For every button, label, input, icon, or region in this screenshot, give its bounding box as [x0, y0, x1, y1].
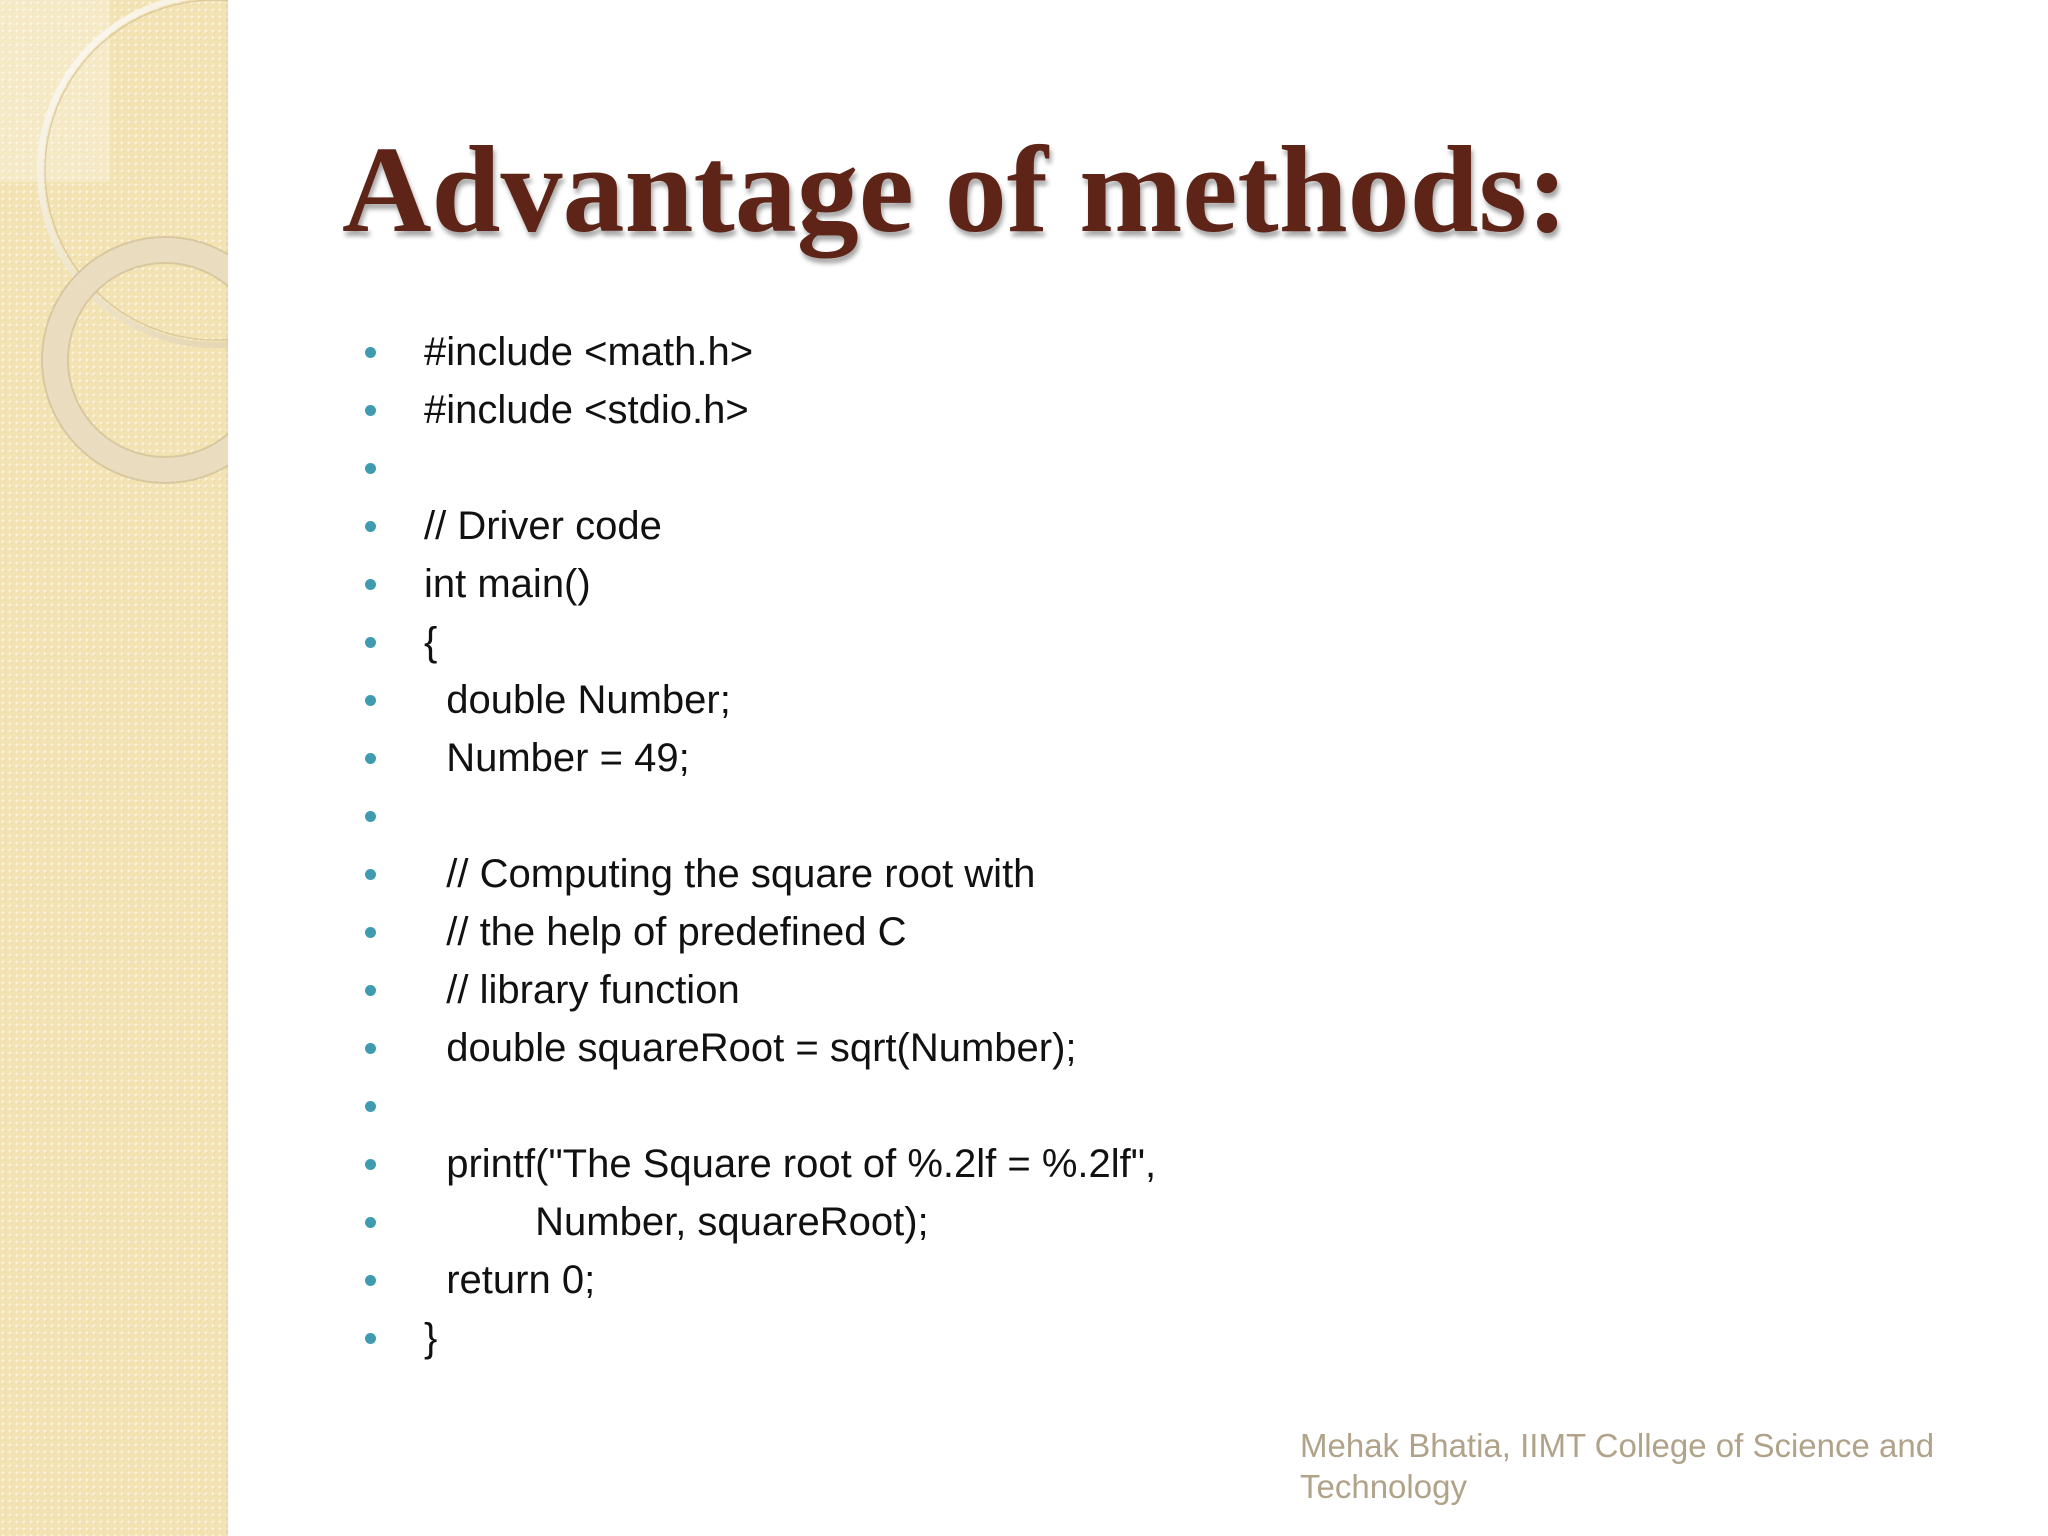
code-line-text: // Driver code [424, 504, 662, 548]
code-line-text: return 0; [424, 1258, 596, 1302]
bullet-icon [365, 1043, 376, 1054]
code-line-text: // Computing the square root with [424, 852, 1036, 896]
bullet-icon [365, 1101, 376, 1112]
code-line [360, 381, 1156, 439]
code-line [360, 1019, 1156, 1077]
code-line [360, 671, 1156, 729]
code-line-text: printf("The Square root of %.2lf = %.2lf", [424, 1142, 1157, 1186]
code-line [360, 555, 1156, 613]
bullet-icon [365, 579, 376, 590]
code-line [360, 1251, 1156, 1309]
bullet-icon [365, 405, 376, 416]
bullet-icon [365, 1333, 376, 1344]
bullet-icon [365, 695, 376, 706]
code-line [360, 729, 1156, 787]
code-line [360, 497, 1156, 555]
code-line-text: { [424, 620, 438, 664]
code-line-text: double Number; [424, 678, 731, 722]
bullet-icon [365, 985, 376, 996]
bullet-icon [365, 637, 376, 648]
code-line [360, 1193, 1156, 1251]
code-line-text: int main() [424, 562, 591, 606]
code-line [360, 961, 1156, 1019]
bullet-icon [365, 753, 376, 764]
code-line-text: #include <stdio.h> [424, 388, 749, 432]
code-line-text: Number, squareRoot); [424, 1200, 929, 1244]
code-line [360, 903, 1156, 961]
decorative-rings-icon [0, 0, 228, 520]
bullet-icon [365, 463, 376, 474]
bullet-icon [365, 347, 376, 358]
bullet-icon [365, 869, 376, 880]
code-line [360, 787, 1156, 845]
code-line-text: // the help of predefined C [424, 910, 907, 954]
bullet-icon [365, 927, 376, 938]
code-line [360, 1077, 1156, 1135]
code-line [360, 439, 1156, 497]
code-line [360, 1309, 1156, 1367]
code-line-text: double squareRoot = sqrt(Number); [424, 1026, 1077, 1070]
code-line [360, 613, 1156, 671]
code-line-text: } [424, 1316, 438, 1360]
code-line [360, 1135, 1156, 1193]
code-line-text: // library function [424, 968, 740, 1012]
slide-title: Advantage of methods: [342, 121, 1569, 258]
code-line-text: #include <math.h> [424, 330, 754, 374]
code-line [360, 845, 1156, 903]
bullet-icon [365, 1159, 376, 1170]
bullet-icon [365, 521, 376, 532]
bullet-icon [365, 1217, 376, 1228]
code-line [360, 323, 1156, 381]
slide-footer: Mehak Bhatia, IIMT College of Science and Technology [1300, 1427, 1935, 1505]
bullet-icon [365, 1275, 376, 1286]
bullet-icon [365, 811, 376, 822]
code-bullet-list [360, 323, 1156, 1367]
code-line-text: Number = 49; [424, 736, 690, 780]
